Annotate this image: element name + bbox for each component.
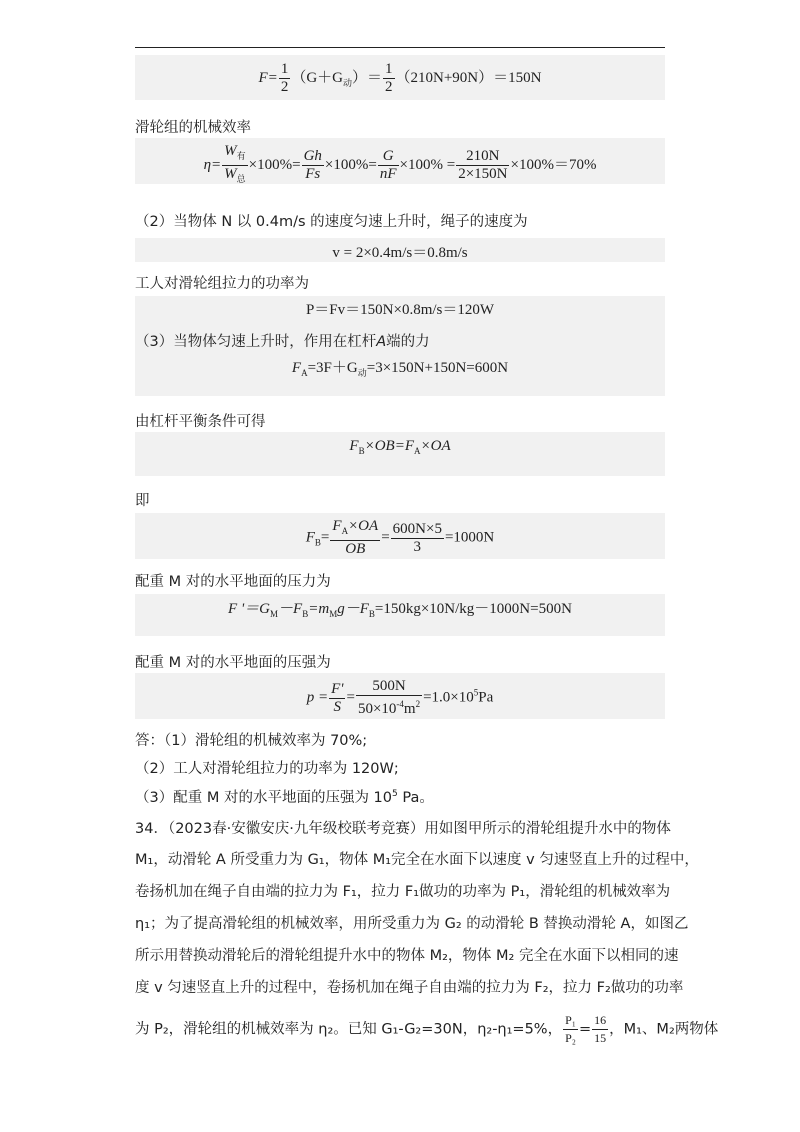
equation-band	[135, 55, 665, 100]
equation-band	[135, 594, 665, 636]
text-part3: （3）当物体匀速上升时，作用在杠杆A端的力	[135, 334, 430, 350]
question-34-line-1: 34．（2023春·安徽安庆·九年级校联考竞赛）用如图甲所示的滑轮组提升水中的物体	[135, 821, 671, 837]
text-lever-balance: 由杠杆平衡条件可得	[135, 414, 266, 430]
equation-rope-speed: v = 2×0.4m/s＝0.8m/s	[332, 245, 468, 261]
answer-3: （3）配重 M 对的水平地面的压强为 $10^5$ Pa。	[135, 789, 434, 806]
equation-pressure-force: F '$=G_M-F_B=m_Mg-F_B=150kg\times 10N/kg-1000N=500N$	[228, 601, 572, 619]
text-part2: （2）当物体 N 以 0.4m/s 的速度匀速上升时，绳子的速度为	[135, 214, 528, 230]
text-pressure-label: 配重 M 对的水平地面的压强为	[135, 655, 331, 671]
question-34-line-3: 卷扬机加在绳子自由端的拉力为 F₁，拉力 F₁做功的功率为 P₁，滑轮组的机械效率为	[135, 884, 671, 900]
equation-power: P＝Fv＝150N×0.8m/s＝120W	[305, 302, 495, 318]
answer-1: 答：（1）滑轮组的机械效率为 70%;	[135, 733, 368, 749]
equation-force-a: $F_A=3F+G_动=3\times 150N+150N=600N$	[291, 360, 509, 378]
equation-force-b: $F_B=$ $\frac{F_A\times OA}{OB}$ = $\frac{600N\times 5}{3}$ =1000N	[305, 518, 495, 557]
text-pressure-force-label: 配重 M 对的水平地面的压力为	[135, 574, 331, 590]
top-rule	[135, 47, 665, 48]
equation-pulling-force: F= $\frac{1}{2}$ $(G+G_动)=$ $\frac{1}{2}$ （210N+90N）＝150N	[258, 61, 542, 95]
question-34-line-4: η₁；为了提高滑轮组的机械效率，用所受重力为 G₂ 的动滑轮 B 替换动滑轮 A，如图乙	[135, 916, 689, 932]
question-34-line-7: 为 P₂，滑轮组的机械效率为 η₂。已知 G₁-G₂=30N，η₂-η₁=5%， $\frac{\text{P₁}}{\text{P₂}}$ = $\frac{16}{15}$ ，M₁、M₂两物体	[135, 1013, 719, 1045]
text-efficiency-label: 滑轮组的机械效率	[135, 120, 251, 136]
equation-band	[135, 138, 665, 184]
equation-lever: $F_B\times OB=F_A\times OA$	[349, 438, 451, 456]
equation-band	[135, 432, 665, 476]
text-power-label: 工人对滑轮组拉力的功率为	[135, 276, 309, 292]
question-34-line-5: 所示用替换动滑轮后的滑轮组提升水中的物体 M₂，物体 M₂ 完全在水面下以相同的速	[135, 948, 679, 964]
text-thus: 即	[135, 493, 150, 509]
equation-band	[135, 513, 665, 559]
equation-pressure: p = $\frac{F'}{S}$ = $\frac{500N}{50\times 10^{-4}m^2}$ $=1.0\times 10^5Pa$	[306, 678, 494, 717]
equation-band	[135, 238, 665, 262]
question-34-line-6: 度 v 匀速竖直上升的过程中，卷扬机加在绳子自由端的拉力为 F₂，拉力 F₂做功的功率	[135, 980, 684, 996]
equation-efficiency: η= $W_有$ $W_总$ ×100%= $\frac{Gh}{Fs}$ ×100%= $\frac{G}{nF}$ ×100% = $\frac{210N}{2\times 150N}$ ×100%＝70%	[203, 143, 597, 184]
equation-band	[135, 673, 665, 719]
answer-2: （2）工人对滑轮组拉力的功率为 120W;	[135, 761, 399, 777]
question-34-line-2: M₁，动滑轮 A 所受重力为 G₁，物体 M₁完全在水面下以速度 v 匀速竖直上升的过程中，	[135, 852, 699, 868]
